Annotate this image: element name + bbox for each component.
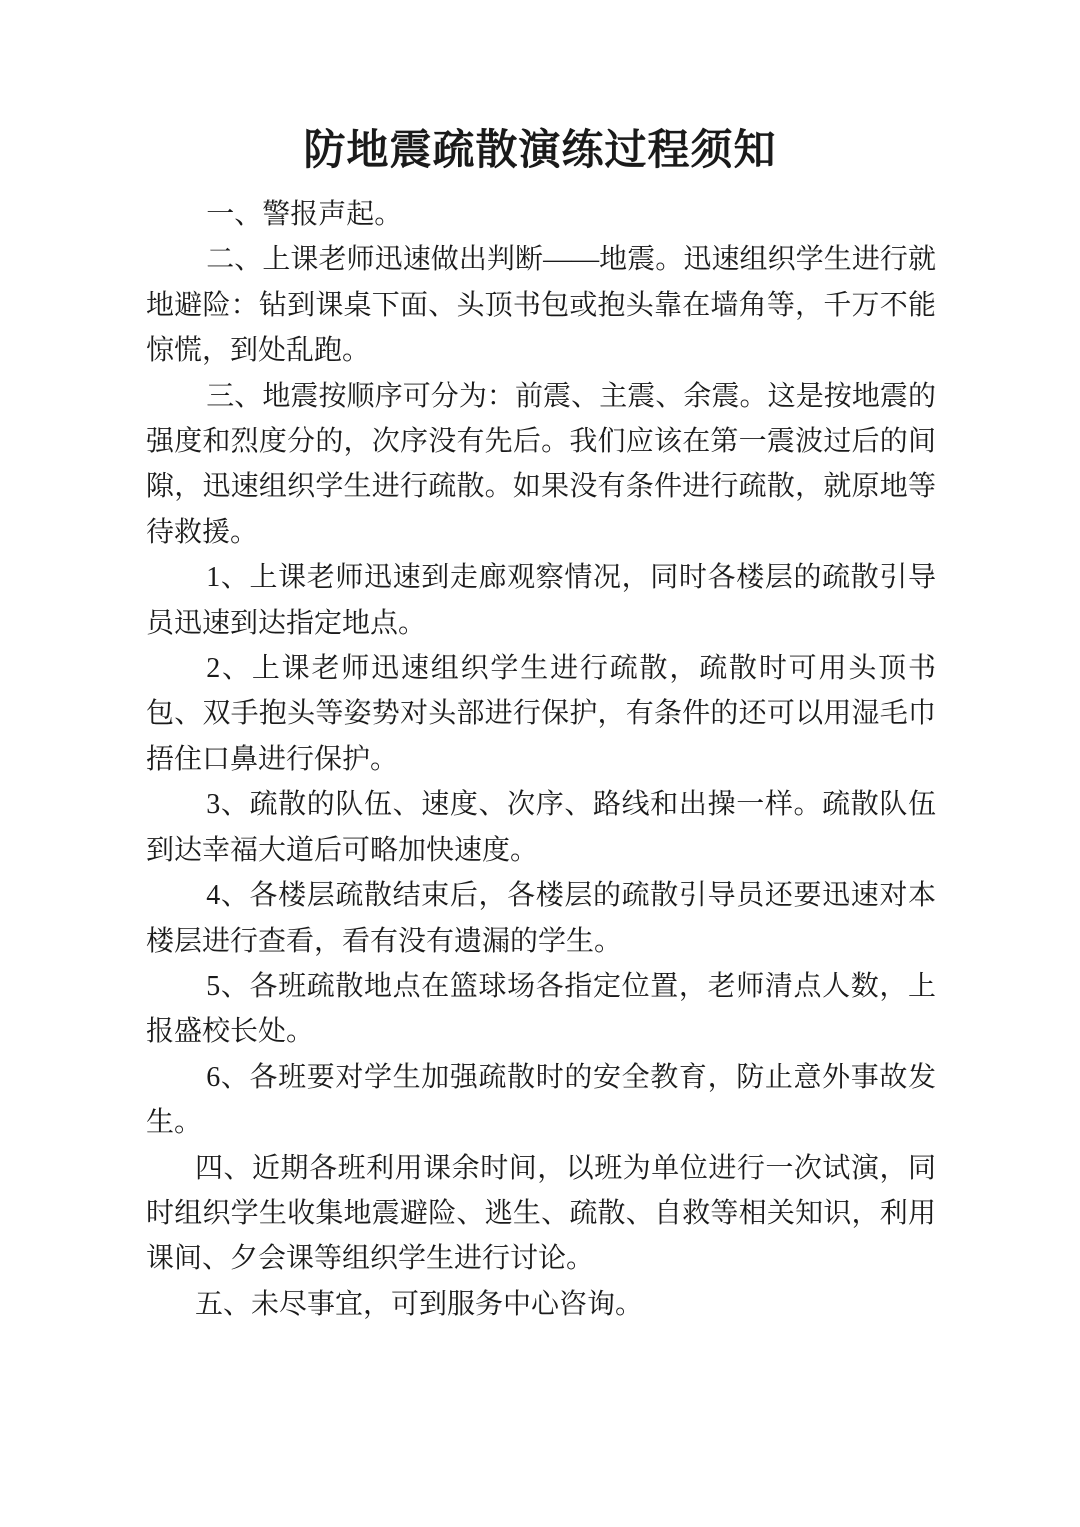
document-title: 防地震疏散演练过程须知 [303, 128, 777, 174]
paragraph-10: 四、近期各班利用课余时间，以班为单位进行一次试演，同时组织学生收集地震避险、逃生、疏散、自救等相关知识，利用课间、夕会课等组织学生进行讨论。 [146, 1152, 936, 1275]
paragraph-3: 三、地震按顺序可分为：前震、主震、余震。这是按地震的强度和烈度分的，次序没有先后。我们应该在第一震波过后的间隙，迅速组织学生进行疏散。如果没有条件进行疏散，就原地等待救援。 [146, 380, 936, 548]
paragraph-2: 二、上课老师迅速做出判断——地震。迅速组织学生进行就地避险：钻到课桌下面、头顶书包或抱头靠在墙角等，千万不能惊慌，到处乱跑。 [146, 244, 936, 367]
paragraph-1: 一、警报声起。 [206, 199, 403, 230]
paragraph-7: 4、各楼层疏散结束后，各楼层的疏散引导员还要迅速对本楼层进行查看，看有没有遗漏的学生。 [146, 880, 936, 957]
paragraph-11: 五、未尽事宜，可到服务中心咨询。 [195, 1288, 644, 1320]
paragraph-6: 3、疏散的队伍、速度、次序、路线和出操一样。疏散队伍到达幸福大道后可略加快速度。 [146, 789, 936, 866]
paragraph-9: 6、各班要对学生加强疏散时的安全教育，防止意外事故发生。 [146, 1061, 936, 1139]
document-body [146, 192, 936, 1327]
paragraph-8: 5、各班疏散地点在篮球场各指定位置，老师清点人数，上报盛校长处。 [146, 970, 936, 1048]
paragraph-4: 1、上课老师迅速到走廊观察情况，同时各楼层的疏散引导员迅速到达指定地点。 [146, 562, 936, 639]
paragraph-5: 2、上课老师迅速组织学生进行疏散，疏散时可用头顶书包、双手抱头等姿势对头部进行保护，有条件的还可以用湿毛巾捂住口鼻进行保护。 [146, 653, 936, 775]
